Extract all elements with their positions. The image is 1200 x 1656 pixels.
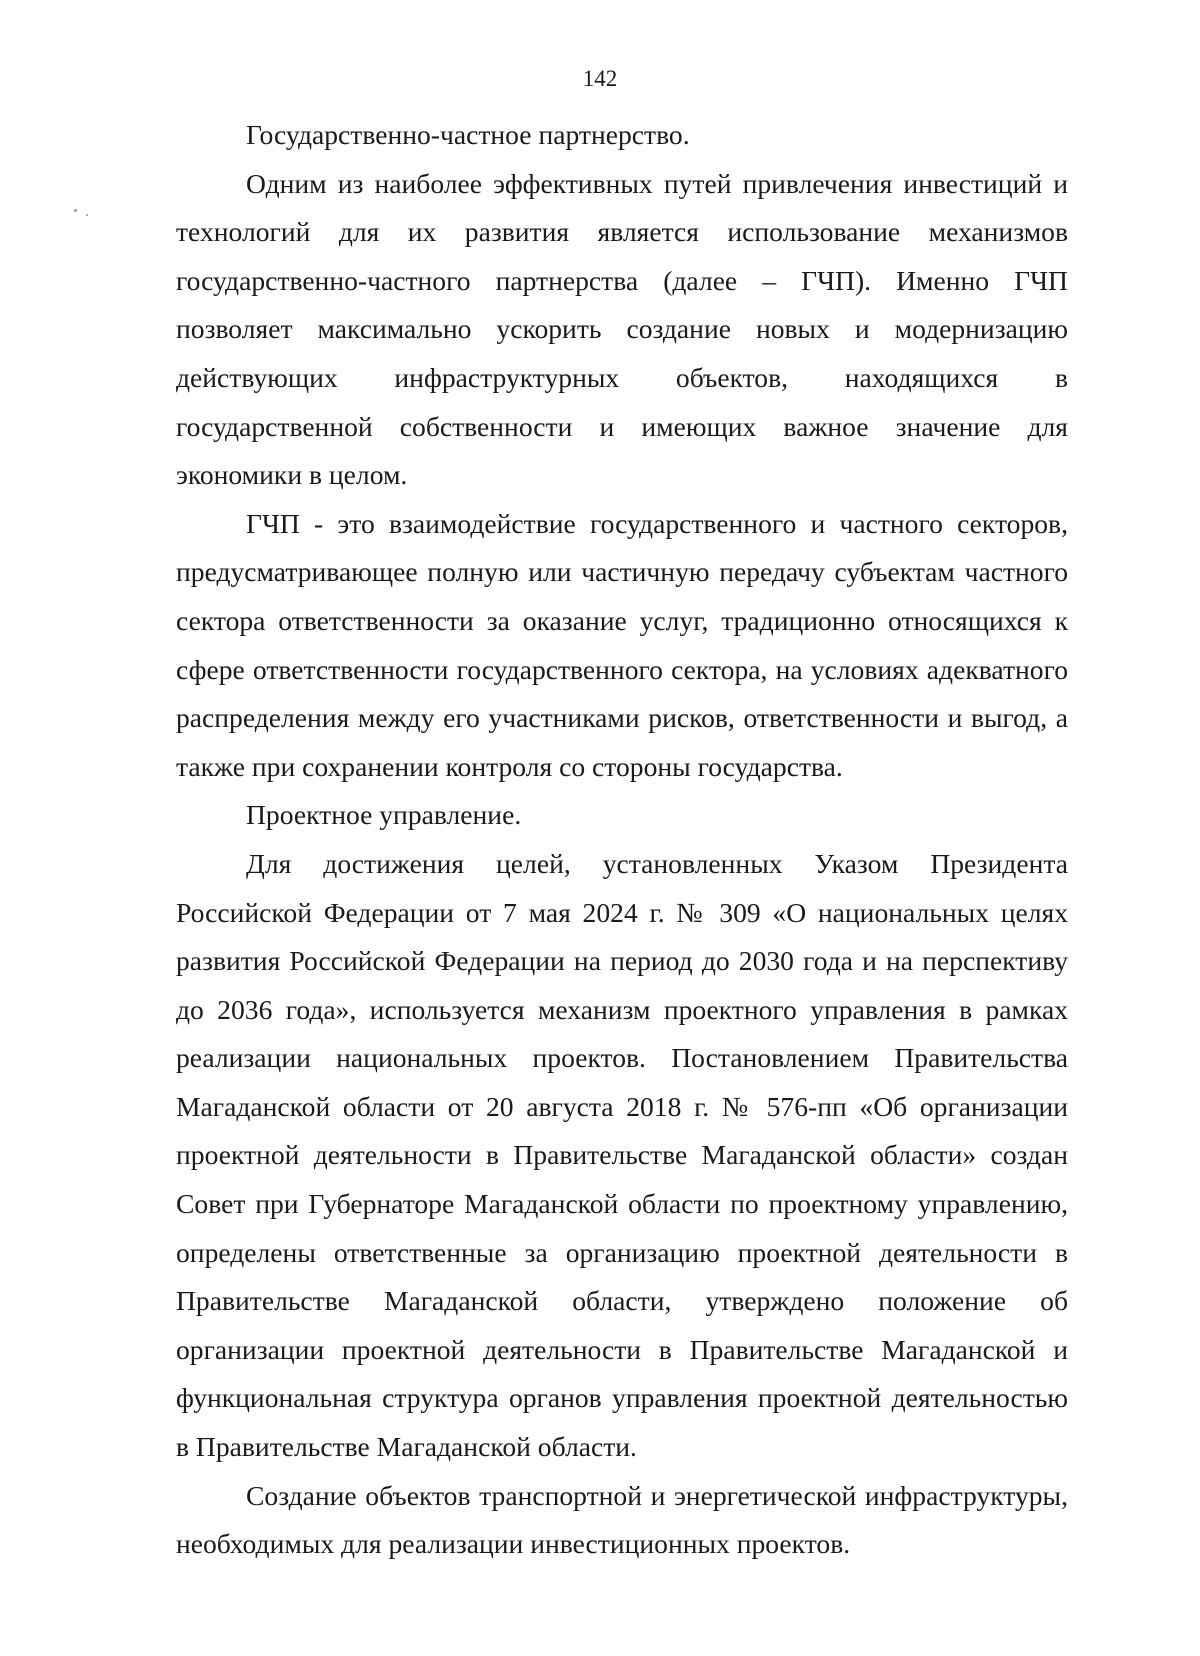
paragraph-ppp-intro: Одним из наиболее эффективных путей привлечения инвестиций и технологий для их развития является использование механизмов государственно-частного партнерства (далее – ГЧП). Именно ГЧП позволяет максимально ускорить создание новых и модернизацию действующих инфраструктурных объектов, находящихся в государственной собственности и имеющих важное значение для экономики в целом.: [176, 167, 1068, 491]
document-body: [176, 111, 1068, 1569]
paragraph-ppp-definition: ГЧП - это взаимодействие государственного и частного секторов, предусматривающее полную или частичную передачу субъектам частного сектора ответственности за оказание услуг, традиционно относящихся к сфере ответственности государственного сектора, на условиях адекватного распределения между его участниками рисков, ответственности и выгод, а также при сохранении контроля со стороны государства.: [176, 507, 1068, 782]
page-number: 142: [582, 66, 618, 91]
scan-speck: [86, 214, 88, 216]
scan-speck: [74, 209, 77, 212]
paragraph-project-management: Для достижения целей, установленных Указом Президента Российской Федерации от 7 мая 2024 г. № 309 «О национальных целях развития Российской Федерации на период до 2030 года и на перспективу до 2036 года», используется механизм проектного управления в рамках реализации национальных проектов. Постановлением Правительства Магаданской области от 20 августа 2018 г. № 576-пп «Об организации проектной деятельности в Правительстве Магаданской области» создан Совет при Губернаторе Магаданской области по проектному управлению, определены ответственные за организацию проектной деятельности в Правительстве Магаданской области, утверждено положение об организации проектной деятельности в Правительстве Магаданской и функциональная структура органов управления проектной деятельностью в Правительстве Магаданской области.: [176, 847, 1068, 1463]
section-heading-ppp: Государственно-частное партнерство.: [246, 119, 690, 150]
paragraph-infrastructure: Создание объектов транспортной и энергетической инфраструктуры, необходимых для реализации инвестиционных проектов.: [176, 1479, 1068, 1560]
section-heading-project-management: Проектное управление.: [246, 799, 522, 831]
